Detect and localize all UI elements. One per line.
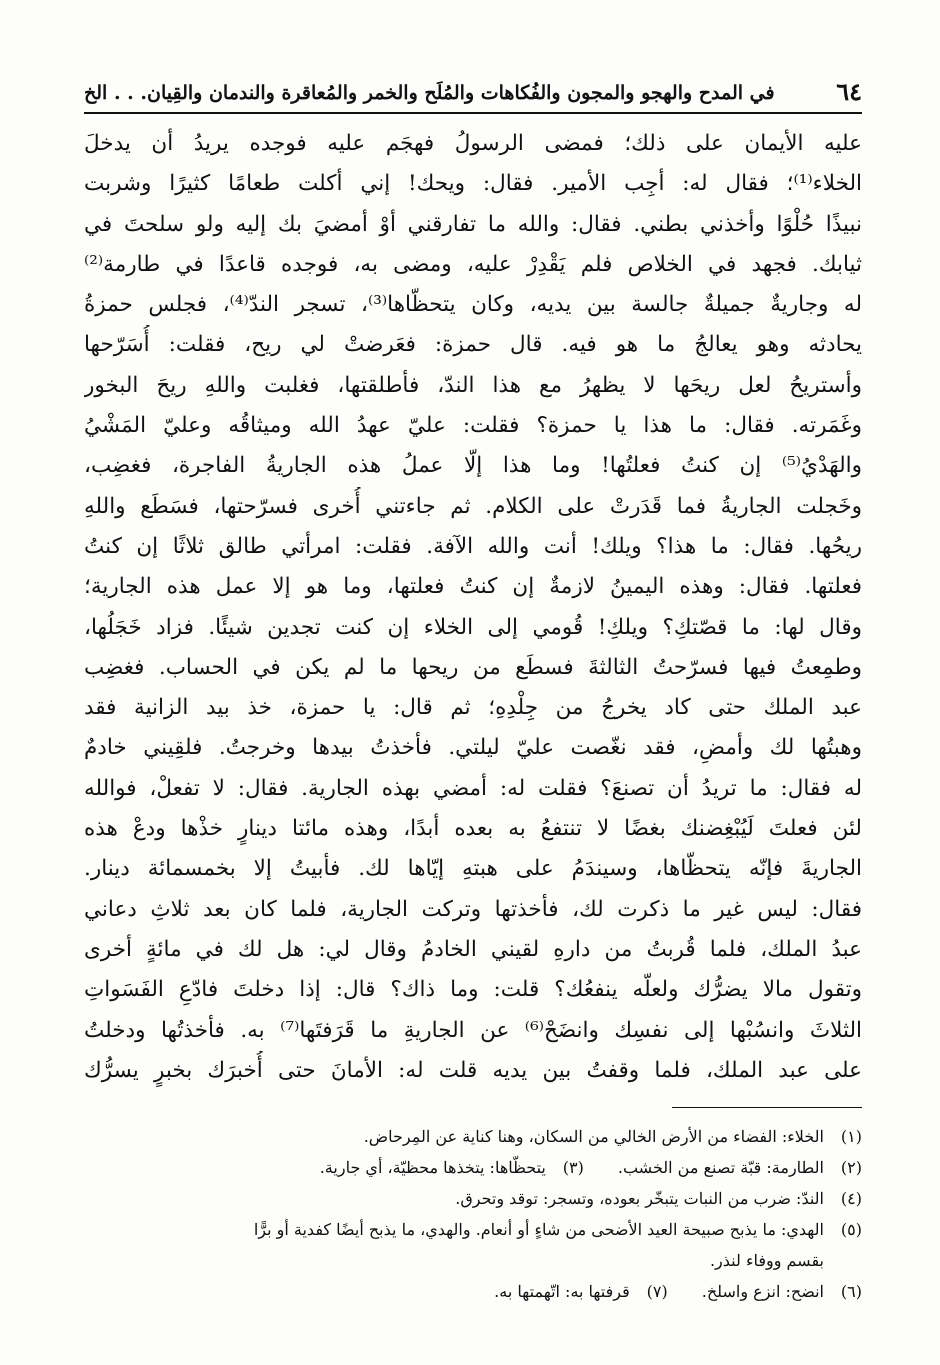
text-line: والهَدْيُ⁽⁵⁾ إن كنتُ فعلتُها! وما هذا إلّا عملُ هذه الجاريةُ الفاجرة، فغضِب، <box>84 453 862 479</box>
footnote-3 <box>320 1152 584 1183</box>
page-number: ٦٤ <box>836 77 862 106</box>
footnote-4 <box>455 1183 862 1214</box>
text-line: على عبد الملك، فلما وقفتُ بين يديه قلت له: الأمانَ حتى أُخبرَك بخبرٍ يسرُّك <box>84 1057 862 1083</box>
footnotes <box>84 1121 862 1307</box>
text-line: الجاريةَ فإنّه يتحظّاها، وسيندَمُ على هبتهِ إيّاها لك. فأبيتُ إلا بخمسمائة دينار. <box>84 856 862 882</box>
text-line: يحادثه وهو يعالجُ ما هو فيه. قال حمزة: فعَرضتْ لي ريح، فقلت: أُسَرّحها <box>84 332 862 358</box>
text-line: وهبتُها لك وأمضِ، فقد نغّصت عليّ ليلتي. فأخذتُ بيدها وخرجتُ. فلقِيني خادمٌ <box>84 735 862 761</box>
footnote-number: (٤) <box>840 1189 862 1208</box>
text-line: وطمِعتُ فيها فسرّحتُ الثالثةَ فسطَع من ريحها ما لم يكن في الحساب. فغضِب <box>84 654 862 680</box>
text-line: فقال: ليس غير ما ذكرت لك، فأخذتها وتركت الجارية، فلما كان بعد ثلاثِ دعاني <box>84 896 862 922</box>
text-line: وغَمَرته. فقال: ما هذا يا حمزة؟ فقلت: عليّ عهدُ الله وميثاقُه وعليّ المَشْيُ <box>84 413 862 439</box>
footnote-number: (٢) <box>840 1158 862 1177</box>
page-header <box>84 68 862 114</box>
footnote-text: الهدي: ما يذبح صبيحة العيد الأضحى من شاءٍ أو أنعام. والهدي، ما يذبح أيضًا كفدية أو برًّا <box>253 1220 824 1239</box>
text-line: لئن فعلتَ لَيُبْغِضنك بغضًا لا تنتفعُ به بعده أبدًا، وهذه مائتا دينارٍ خذْها ودعْ هذه <box>84 816 862 842</box>
footnote-number: (٣) <box>562 1158 584 1177</box>
text-line: وخَجلت الجاريةُ فما قَدَرتْ على الكلام. ثم جاءتني أُخرى فسرّحتها، فسَطَع واللهِ <box>84 493 862 519</box>
footnote-7 <box>494 1276 668 1307</box>
running-title: في المدح والهجو والمجون والفُكاهات والمُلَح والخمر والمُعاقرة والندمان والقِيان. . . الخ <box>84 82 775 104</box>
text-line: فعلتها. فقال: وهذه اليمينُ لازمةٌ إن كنتُ فعلتها، وما هو إلا عمل هذه الجارية؛ <box>84 574 862 600</box>
footnote-row <box>84 1245 862 1276</box>
footnote-number: (٦) <box>840 1282 862 1301</box>
footnote-number: (١) <box>840 1127 862 1146</box>
footnote-2 <box>618 1152 862 1183</box>
text-line: عبدُ الملك، فلما قُربتُ من دارهِ لقيني الخادمُ وقال لي: هل لك في مائةٍ أخرى <box>84 936 862 962</box>
text-line: الخلاء⁽¹⁾؛ فقال له: أجِب الأمير. فقال: ويحك! إني أكلت طعامًا كثيرًا وشربت <box>84 171 862 197</box>
footnote-row <box>84 1183 862 1214</box>
footnote-separator <box>672 1107 862 1108</box>
text-line: وأستريحُ لعل ريحَها لا يظهرُ مع هذا الندّ، فأطلقتها، فغلبت واللهِ ريحَ البخور <box>84 372 862 398</box>
text-line: ريحُها. فقال: ما هذا؟ ويلك! أنت والله الآفة. فقلت: امرأتي طالق ثلاثًا إن كنتُ <box>84 533 862 559</box>
footnote-5 <box>254 1214 862 1245</box>
footnote-row <box>84 1276 862 1307</box>
text-line: عليه الأيمان على ذلك؛ فمضى الرسولُ فهجَم عليه فوجده يريدُ أن يدخلَ <box>84 131 862 156</box>
footnote-row <box>84 1214 862 1245</box>
footnote-number: (٧) <box>646 1282 668 1301</box>
footnote-row <box>84 1121 862 1152</box>
footnote-text: انضح: انزع واسلخ. <box>701 1282 824 1301</box>
text-line: وقال لها: ما قصّتكِ؟ ويلكِ! قُومي إلى الخلاء إن كنت تجدين شيئًا. فزاد خَجَلُها، <box>84 614 862 640</box>
text-line: ثيابك. فجهد في الخلاص فلم يَقْدِرْ عليه، ومضى به، فوجده قاعدًا في طارمة⁽²⁾ <box>84 251 862 277</box>
body-text <box>84 124 862 1091</box>
text-line: له فقال: ما تريدُ أن تصنعَ؟ فقلت له: أمضي بهذه الجارية. فقال: لا تفعلْ، فوالله <box>84 775 862 801</box>
footnote-number: (٥) <box>840 1220 862 1239</box>
footnote-6 <box>702 1276 862 1307</box>
footnote-text: الندّ: ضرب من النبات يتبخّر بعوده، وتسجر: توقد وتحرق. <box>455 1189 824 1208</box>
footnote-text: قرفتها به: اتّهمتها به. <box>494 1282 630 1301</box>
footnote-row <box>84 1152 862 1183</box>
text-line: نبيذًا حُلْوًا وأخذني بطني. فقال: والله ما تفارقني أوْ أمضيَ بك إليه ولو سلحتَ في <box>84 211 862 237</box>
footnote-1 <box>364 1121 862 1152</box>
footnote-text: الخلاء: الفضاء من الأرض الخالي من السكان، وهنا كناية عن المِرحاض. <box>363 1127 824 1146</box>
text-line: عبد الملك حتى كاد يخرجُ من جِلْدِهِ؛ ثم قال: يا حمزة، خذ بيد الزانية فقد <box>84 695 862 721</box>
text-line: وتقول مالا يضرُّك ولعلّه ينفعُك؟ قلت: وما ذاك؟ قال: إذا دخلتَ فادّعِ الفَسَواتِ <box>84 977 862 1003</box>
text-line: الثلاثَ وانسُبْها إلى نفسِك وانضَحْ⁽⁶⁾ عن الجاريةِ ما قَرَفتَها⁽⁷⁾ به. فأخذتُها ودخلتُ <box>84 1017 862 1043</box>
text-line: له وجاريةٌ جميلةٌ جالسة بين يديه، وكان يتحظّاها⁽³⁾، تسجر الندّ⁽⁴⁾، فجلس حمزةُ <box>84 292 862 318</box>
footnote-text-continuation: بقسم ووفاء لنذر. <box>709 1251 824 1270</box>
footnote-text: يتحظّاها: يتخذها محظيّة، أي جارية. <box>319 1158 546 1177</box>
footnote-text: الطارمة: قبّة تصنع من الخشب. <box>617 1158 824 1177</box>
